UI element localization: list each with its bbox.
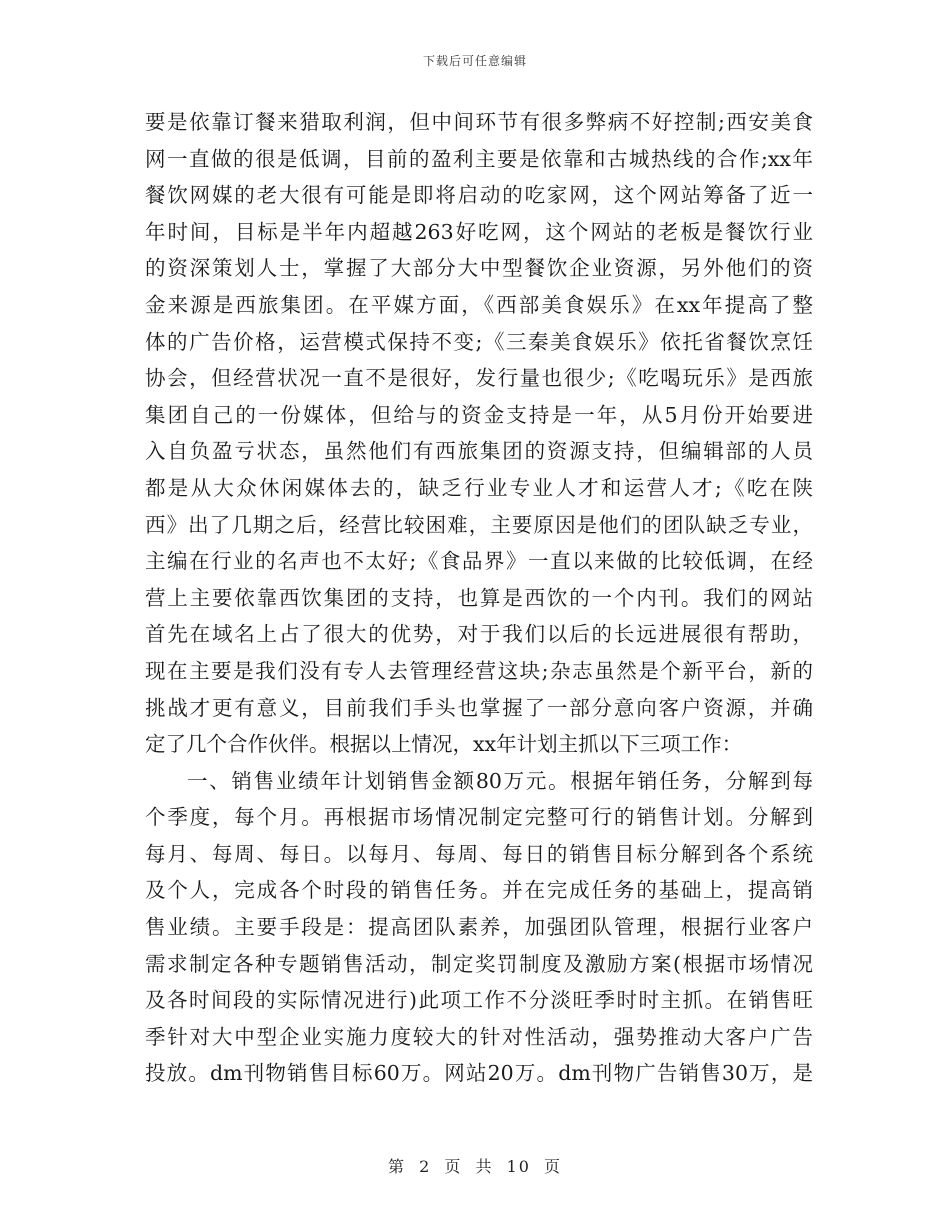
text-line-20: 个季度，每个月。再根据市场情况制定完整可行的销售计划。分解到 (145, 805, 813, 830)
text-line-27: 投放。dm刊物销售目标60万。网站20万。dm刊物广告销售30万，是 (145, 1061, 813, 1086)
text-line-10: 入自负盈亏状态，虽然他们有西旅集团的资源支持，但编辑部的人员 (145, 439, 813, 464)
text-line-16: 现在主要是我们没有专人去管理经营这块;杂志虽然是个新平台，新的 (145, 658, 813, 683)
document-body (145, 104, 813, 1092)
page-header: 下载后可任意编辑 (422, 54, 527, 68)
text-line-2: 网一直做的很是低调，目前的盈利主要是依靠和古城热线的合作;xx年 (145, 146, 813, 171)
text-line-25: 及各时间段的实际情况进行)此项工作不分淡旺季时时主抓。在销售旺 (145, 988, 813, 1013)
text-line-15: 首先在域名上占了很大的优势，对于我们以后的长远进展很有帮助， (145, 622, 813, 647)
footer-current-page: 2 (419, 1157, 432, 1176)
text-line-23: 售业绩。主要手段是：提高团队素养，加强团队管理，根据行业客户 (145, 915, 813, 940)
text-line-13: 主编在行业的名声也不太好;《食品界》一直以来做的比较低调，在经 (145, 549, 813, 574)
text-line-21: 每月、每周、每日。以每月、每周、每日的销售目标分解到各个系统 (145, 841, 813, 866)
footer-label-total: 共 (475, 1157, 494, 1176)
text-line-12: 西》出了几期之后，经营比较困难，主要原因是他们的团队缺乏专业， (145, 512, 813, 537)
text-line-9: 集团自己的一份媒体，但给与的资金支持是一年，从5月份开始要进 (145, 402, 813, 427)
text-line-3: 餐饮网媒的老大很有可能是即将启动的吃家网，这个网站筹备了近一 (145, 183, 813, 208)
text-line-4: 年时间，目标是半年内超越263好吃网，这个网站的老板是餐饮行业 (145, 219, 813, 244)
text-line-18: 定了几个合作伙伴。根据以上情况，xx年计划主抓以下三项工作： (145, 732, 743, 757)
footer-total-pages: 10 (506, 1157, 531, 1176)
text-line-5: 的资深策划人士，掌握了大部分大中型餐饮企业资源，另外他们的资 (145, 256, 813, 281)
text-line-24: 需求制定各种专题销售活动，制定奖罚制度及激励方案(根据市场情况 (145, 951, 813, 976)
text-line-11: 都是从大众休闲媒体去的，缺乏行业专业人才和运营人才;《吃在陕 (145, 475, 813, 500)
page-footer (0, 1154, 950, 1177)
text-line-22: 及个人，完成各个时段的销售任务。并在完成任务的基础上，提高销 (145, 878, 813, 903)
text-line-14: 营上主要依靠西饮集团的支持，也算是西饮的一个内刊。我们的网站 (145, 585, 813, 610)
text-line-7: 体的广告价格，运营模式保持不变;《三秦美食娱乐》依托省餐饮烹饪 (145, 329, 813, 354)
text-line-6: 金来源是西旅集团。在平媒方面，《西部美食娱乐》在xx年提高了整 (145, 292, 813, 317)
text-line-17: 挑战才更有意义，目前我们手头也掌握了一部分意向客户资源，并确 (145, 695, 813, 720)
text-line-1: 要是依靠订餐来猎取利润，但中间环节有很多弊病不好控制;西安美食 (145, 110, 813, 134)
footer-label-page: 第 (387, 1157, 406, 1176)
text-line-8: 协会，但经营状况一直不是很好，发行量也很少;《吃喝玩乐》是西旅 (145, 366, 813, 391)
text-line-19: 一、销售业绩年计划销售金额80万元。根据年销任务，分解到每 (187, 768, 813, 793)
text-line-26: 季针对大中型企业实施力度较大的针对性活动，强势推动大客户广告 (145, 1024, 813, 1049)
footer-label-unit-2: 页 (544, 1157, 563, 1176)
footer-label-unit: 页 (444, 1157, 463, 1176)
